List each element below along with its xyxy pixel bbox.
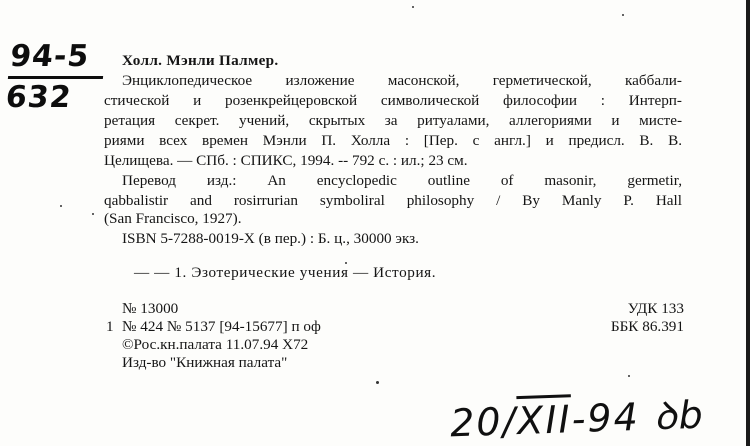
translation-line: (San Francisco, 1927). [104,210,242,227]
title-line: стической и розенкрейцеровской символической философии : Интерп- [104,92,682,109]
handwritten-date [449,388,705,448]
copyright-line: ©Рос.кн.палата 11.07.94 Х72 [122,336,309,353]
speck [376,381,379,384]
call-number-bottom: 632 [4,80,74,115]
handwritten-year: -94 ꝺb [570,392,706,442]
udk-code: УДК 133 [627,300,684,317]
speck [92,213,94,215]
speck [412,6,414,8]
speck [622,14,624,16]
copy-marker: 1 [106,318,114,335]
title-line: Целищева. — СПб. : СПИКС, 1994. -- 792 с. : ил.; 23 см. [104,152,468,169]
handwritten-day: 20/ [449,399,518,446]
title-line: ретация секрет. учений, скрытых за ритуалами, аллегориями и мисте- [104,112,682,129]
handwritten-month: $\overline{XII}$ [516,397,573,444]
title-line: Энциклопедическое изложение масонской, герметической, каббали- [122,72,682,89]
publisher-line: Изд-во "Книжная палата" [122,354,288,371]
translation-line: Перевод изд.: An encyclopedic outline of masonir, germetir, [122,172,682,189]
record-number: № 424 № 5137 [94-15677] п оф [122,318,321,335]
speck [628,375,630,377]
card-number: № 13000 [122,300,179,317]
speck [60,205,62,207]
translation-line: qabbalistir and rosirrurian symboliral philosophy / By Manly P. Hall [104,192,682,209]
card-edge [746,0,750,446]
subject-heading: — — 1. Эзотерические учения — История. [134,264,437,281]
title-line: риями всех времен Мэнли П. Холла : [Пер. с англ.] и предисл. В. В. [104,132,682,149]
bbk-code: ББК 86.391 [610,318,684,335]
isbn-line: ISBN 5-7288-0019-X (в пер.) : Б. ц., 30000 экз. [122,230,419,247]
call-number-top: 94-5 [8,40,107,79]
author-heading: Холл. Мэнли Палмер. [122,52,279,69]
